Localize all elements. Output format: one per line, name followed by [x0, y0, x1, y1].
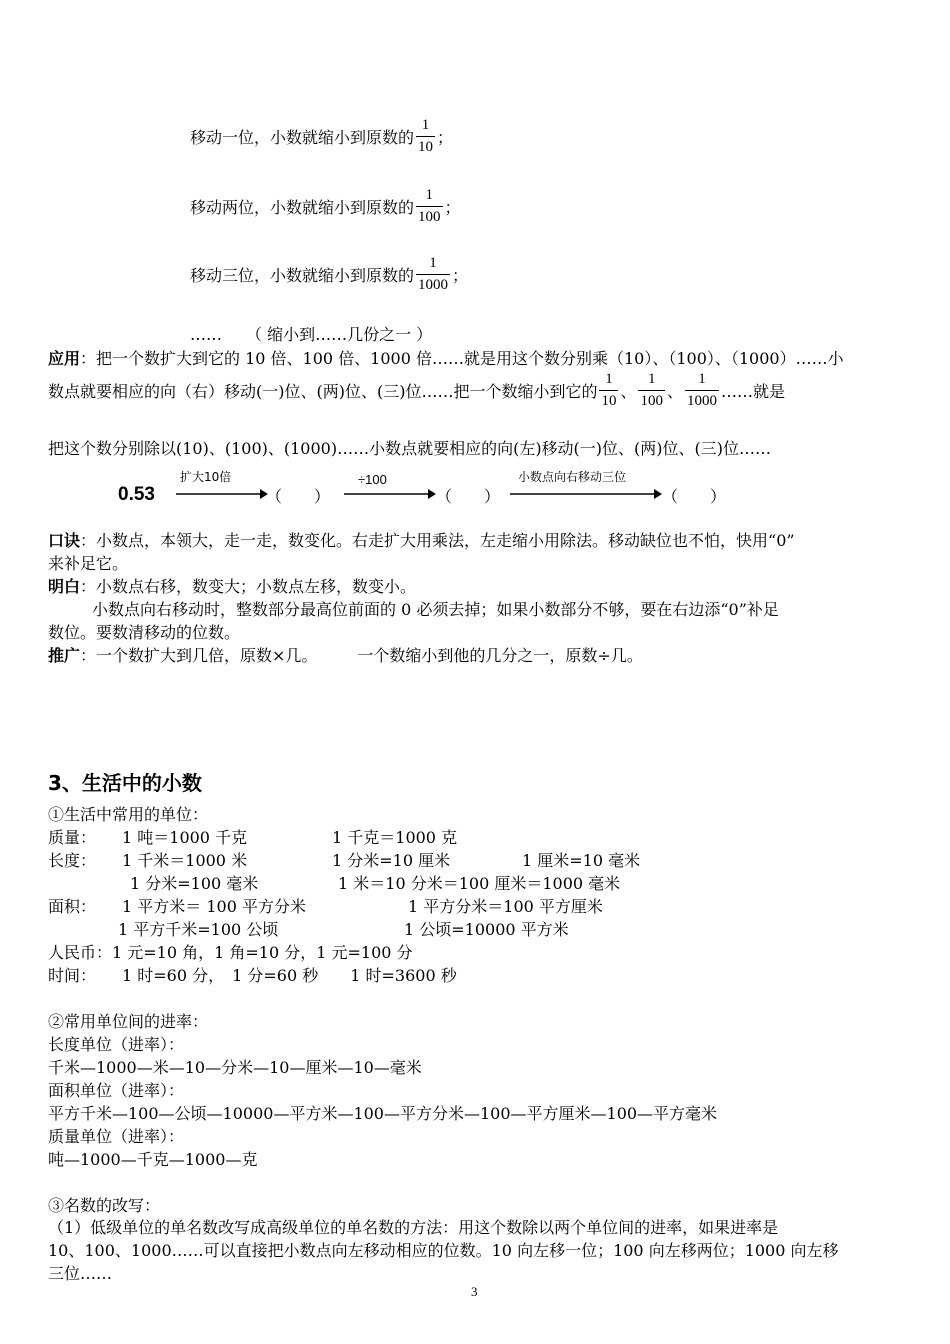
fraction — [685, 372, 719, 409]
move-end: ； — [452, 266, 469, 285]
fraction-numerator: 1 — [698, 371, 706, 387]
move-text: 移动一位，小数就缩小到原数的 — [190, 128, 415, 147]
understand-text: ：小数点右移，数变大；小数点左移，数变小。 — [80, 577, 417, 596]
fraction-numerator: 1 — [421, 117, 430, 133]
ellipsis-line: …… （ 缩小到……几份之一 ） — [190, 325, 433, 344]
area-unit: 1 平方分米＝100 平方厘米 — [408, 897, 603, 916]
fraction-denominator: 1000 — [685, 390, 719, 409]
understand-para-2: 数位。要数清移动的位数。 — [48, 623, 241, 642]
length-unit: 1 米＝10 分米＝100 厘米＝1000 毫米 — [338, 874, 621, 893]
flow-blank-1: （ ） — [266, 487, 331, 506]
flow-blank-3: （ ） — [662, 487, 727, 506]
fraction-denominator: 1000 — [416, 274, 450, 293]
area-label: 面积： — [48, 897, 97, 916]
fraction — [416, 118, 435, 155]
length-unit: 1 千米＝1000 米 — [122, 851, 248, 870]
length-unit: 1 分米=100 毫米 — [130, 874, 259, 893]
fraction — [416, 256, 450, 293]
fraction — [599, 372, 618, 409]
page-number: 3 — [471, 1284, 478, 1299]
separator: 、 — [666, 382, 683, 401]
area-unit: 1 平方千米=100 公顷 — [118, 920, 279, 939]
move-line-1 — [190, 118, 453, 155]
area-unit: 1 公顷=10000 平方米 — [404, 920, 569, 939]
fraction-numerator: 1 — [647, 371, 656, 387]
length-unit: 1 分米=10 厘米 — [332, 851, 451, 870]
mass-unit: 1 吨＝1000 千克 — [122, 828, 248, 847]
area-rate-title: 面积单位（进率）： — [48, 1081, 185, 1100]
move-line-2 — [190, 188, 461, 225]
extend-label: 推广 — [48, 646, 81, 665]
extend-text: ：一个数扩大到几倍，原数×几。 一个数缩小到他的几分之一，原数÷几。 — [80, 646, 643, 665]
rates-title: ②常用单位间的进率： — [48, 1012, 209, 1031]
mass-label: 质量： — [48, 828, 97, 847]
mass-rate-title: 质量单位（进率）： — [48, 1127, 185, 1146]
decimal-flow-diagram — [118, 470, 758, 518]
area-rate: 平方千米—100—公顷—10000—平方米—100—平方分米—100—平方厘米—100—平方毫米 — [48, 1104, 718, 1123]
arrow-right-icon — [510, 488, 662, 500]
flow-step-label-2: ÷100 — [358, 472, 387, 487]
mnemonic-text: ：小数点，本领大，走一走，数变化。右走扩大用乘法，左走缩小用除法。移动缺位也不怕，快用“0” — [80, 531, 795, 550]
application-line-2 — [48, 372, 785, 409]
area-unit: 1 平方米＝ 100 平方分米 — [122, 897, 306, 916]
fraction-denominator: 100 — [638, 390, 665, 409]
time-unit: 1 时=60 分， 1 分=60 秒 1 时=3600 秒 — [122, 966, 457, 985]
understand-line — [48, 574, 416, 597]
arrow-right-icon — [344, 488, 436, 500]
section-title: 3、生活中的小数 — [48, 771, 202, 795]
fraction-denominator: 10 — [599, 390, 618, 409]
mnemonic-label: 口诀 — [48, 531, 81, 550]
fraction-denominator: 10 — [416, 136, 435, 155]
flow-step-label-1: 扩大10倍 — [180, 470, 232, 484]
move-line-3 — [190, 256, 468, 293]
application-text: 数点就要相应的向（右）移动(一)位、(两)位、(三)位……把一个数缩小到它的 — [48, 382, 598, 401]
mnemonic-line-2: 来补足它。 — [48, 554, 129, 573]
rewrite-line-2: 10、100、1000……可以直接把小数点向左移动相应的位数。10 向左移一位；100 向左移两位；1000 向左移 — [48, 1241, 839, 1260]
understand-para-1: 小数点向右移动时，整数部分最高位前面的 0 必须去掉；如果小数部分不够，要在右边添“0”补足 — [92, 600, 779, 619]
length-label: 长度： — [48, 851, 97, 870]
move-text: 移动三位，小数就缩小到原数的 — [190, 266, 415, 285]
application-text: ……就是 — [721, 382, 786, 401]
fraction-numerator: 1 — [605, 371, 613, 387]
move-text: 移动两位，小数就缩小到原数的 — [190, 198, 415, 217]
separator: 、 — [620, 382, 637, 401]
understand-label: 明白 — [48, 577, 81, 596]
length-unit: 1 厘米=10 毫米 — [522, 851, 641, 870]
rmb-line: 人民币：1 元=10 角，1 角=10 分，1 元=100 分 — [48, 943, 413, 962]
application-line-1 — [48, 346, 844, 369]
rewrite-title: ③名数的改写： — [48, 1196, 161, 1215]
rewrite-line-1: （1）低级单位的单名数改写成高级单位的单名数的方法：用这个数除以两个单位间的进率，如果进率是 — [48, 1218, 779, 1237]
extend-line — [48, 643, 643, 666]
time-label: 时间： — [48, 966, 97, 985]
arrow-right-icon — [176, 488, 268, 500]
flow-blank-2: （ ） — [436, 487, 501, 506]
length-rate: 千米—1000—米—10—分米—10—厘米—10—毫米 — [48, 1058, 422, 1077]
fraction-denominator: 100 — [416, 206, 443, 225]
application-label: 应用 — [48, 349, 81, 368]
units-title: ①生活中常用的单位： — [48, 805, 209, 824]
move-end: ； — [437, 128, 454, 147]
flow-start-number: 0.53 — [118, 484, 155, 505]
move-end: ； — [444, 198, 461, 217]
mass-rate: 吨—1000—千克—1000—克 — [48, 1150, 258, 1169]
fraction-numerator: 1 — [429, 255, 437, 271]
flow-step-label-3: 小数点向右移动三位 — [518, 470, 627, 484]
fraction — [416, 188, 443, 225]
mass-unit: 1 千克＝1000 克 — [332, 828, 458, 847]
length-rate-title: 长度单位（进率）： — [48, 1035, 185, 1054]
mnemonic-line-1 — [48, 528, 795, 551]
rewrite-line-3: 三位…… — [48, 1264, 113, 1283]
fraction-numerator: 1 — [425, 187, 434, 203]
fraction — [638, 372, 665, 409]
application-line-3: 把这个数分别除以(10)、(100)、(1000)……小数点就要相应的向(左)移动(一)位、(两)位、(三)位…… — [48, 439, 772, 458]
application-text: ：把一个数扩大到它的 10 倍、100 倍、1000 倍……就是用这个数分别乘（10）、（100）、（1000）……小 — [80, 349, 844, 368]
